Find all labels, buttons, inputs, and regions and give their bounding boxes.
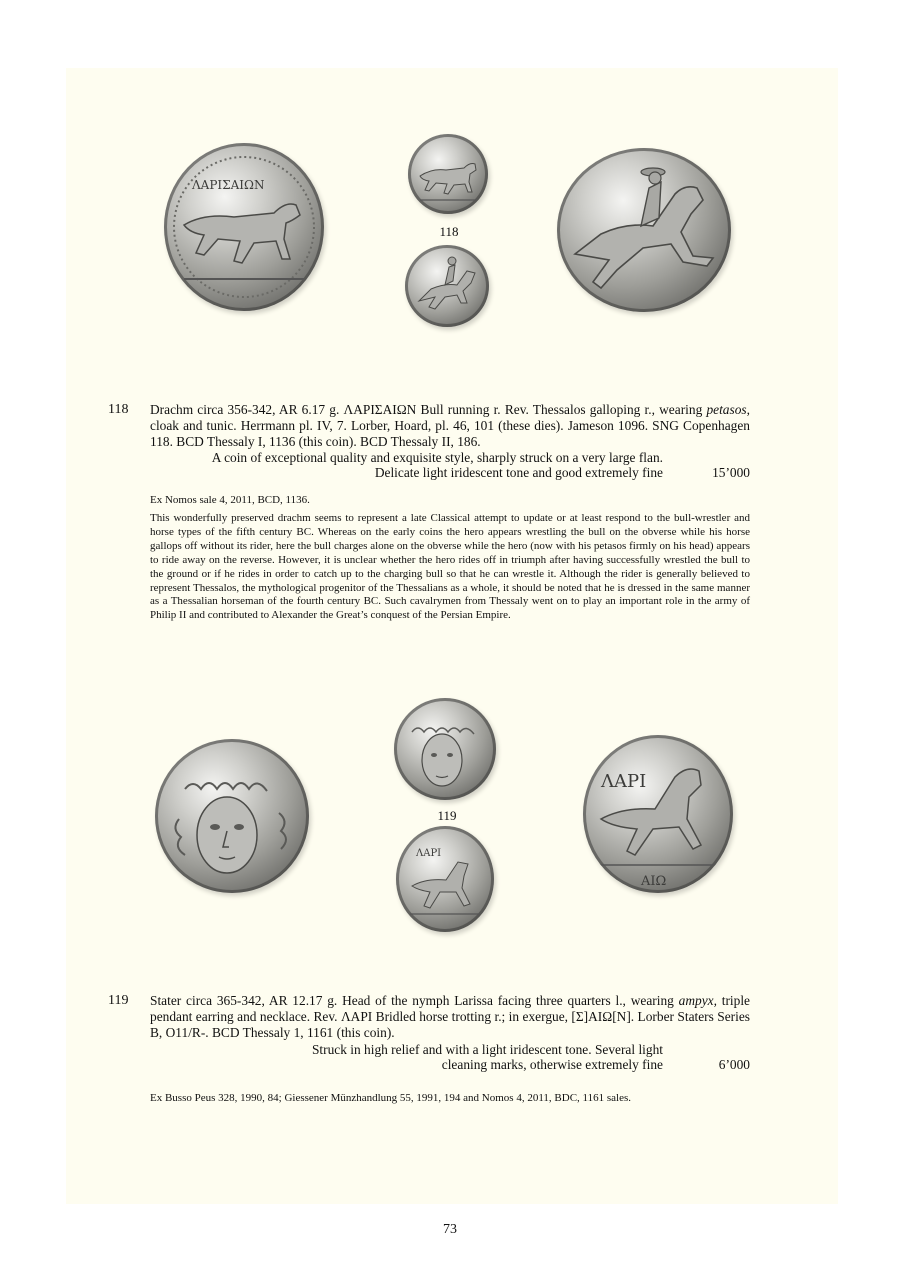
lot-119-price: 6’000 xyxy=(718,1057,750,1072)
lot-119-desc-main: Stater circa 365-342, AR 12.17 g. Head of the nymph Larissa facing three quarters l., wearing xyxy=(150,993,679,1008)
lot-119-condition-line2: cleaning marks, otherwise extremely fine xyxy=(441,1057,663,1072)
coin-118-reverse-large xyxy=(557,148,731,312)
lot-118-description xyxy=(150,402,750,450)
coin-119-obverse-large xyxy=(155,739,309,893)
lot-118-price: 15’000 xyxy=(712,465,750,480)
coin-119-obverse-small xyxy=(394,698,496,800)
coin-118-obverse-small xyxy=(408,134,488,214)
lot-119-number: 119 xyxy=(108,993,129,1008)
lot-118-provenance: Ex Nomos sale 4, 2011, BCD, 1136. xyxy=(150,494,310,506)
coin-119-exergue: ΑΙΩ xyxy=(641,874,667,889)
horseman-galloping-icon xyxy=(557,148,731,312)
coin-118-obverse-large xyxy=(164,143,324,311)
lot-118-desc-main: Drachm circa 356-342, AR 6.17 g. ΛΑΡΙΣΑΙΩΝ Bull running r. Rev. Thessalos galloping r., wearing xyxy=(150,402,707,417)
bull-running-small-icon xyxy=(408,134,488,214)
coin-119-legend: ΛΑΡΙ xyxy=(601,771,647,792)
lot-118-number: 118 xyxy=(108,402,129,417)
lot-118-condition-line1: A coin of exceptional quality and exquisite style, sharply struck on a very large flan. xyxy=(211,450,663,465)
horseman-small-icon xyxy=(405,245,489,327)
coin-118-reverse-small xyxy=(405,245,489,327)
lot-119-description xyxy=(150,993,750,1041)
lot-118-desc-italic: petasos xyxy=(706,402,747,417)
coin-118-legend: ΛΑΡΙΣΑΙΩΝ xyxy=(192,178,265,192)
lot-118-desc-rest: , cloak and tunic. Herrmann pl. IV, 7. Lorber, Hoard, pl. 46, 101 (these dies). Jameson 1096. SNG Copenhagen 118. BCD Thessaly I, 1136 (this coin). BCD Thessaly II, 186. xyxy=(150,402,750,449)
lot-118-commentary: This wonderfully preserved drachm seems to represent a late Classical attempt to update or at least respond to the bull-wrestler and horse types of the fifth century BC. Whereas on the early coins the hero appears wrestling the bull on the obverse while his horse gallops off without its rider, here the bull charges alone on the obverse while the hero (now with his petasos firmly on his head) appears to ride away on the reverse. However, it is unclear whether the hero rides off in triumph after having successfully wrestled the bull to the ground or if he rides in order to catch up to the charging bull so that he can wrestle it. Although the rider is generally believed to represent Thessalos, the mythological progenitor of the Thessalians as a whole, it should be noted that he is dressed in the same manner as a Thessalian horseman of the fourth century BC. Such cavalrymen from Thessaly went on to play an important role in the army of Philip II and contributed to Alexander the Great’s conquest of the Persian Empire. xyxy=(150,512,750,622)
nymph-larissa-small-icon xyxy=(394,698,496,800)
lot-119-desc-italic: ampyx, xyxy=(678,993,717,1008)
bridled-horse-trotting-icon xyxy=(583,735,733,893)
lot-118-image-label: 118 xyxy=(439,224,459,239)
coin-119-reverse-large xyxy=(583,735,733,893)
nymph-larissa-head-icon xyxy=(155,739,309,893)
coin-119-small-legend: ΛΑΡΙ xyxy=(416,848,442,859)
lot-119-image-label: 119 xyxy=(437,808,457,823)
lot-118-condition-line2: Delicate light iridescent tone and good extremely fine xyxy=(374,465,663,480)
lot-119-provenance: Ex Busso Peus 328, 1990, 84; Giessener Münzhandlung 55, 1991, 194 and Nomos 4, 2011, BDC, 1161 sales. xyxy=(150,1092,632,1104)
lot-119-desc-rest: triple pendant earring and necklace. Rev. ΛΑΡΙ Bridled horse trotting r.; in exergue, [Σ]ΑΙΩ[Ν]. Lorber Staters Series B, O11/R-. BCD Thessaly 1, 1161 (this coin). xyxy=(150,993,751,1040)
page-number: 73 xyxy=(443,1222,457,1237)
coin-119-reverse-small xyxy=(396,826,494,932)
bull-running-icon xyxy=(164,143,324,311)
horse-trotting-small-icon xyxy=(396,826,494,932)
lot-119-condition-line1: Struck in high relief and with a light iridescent tone. Several light xyxy=(311,1042,663,1057)
